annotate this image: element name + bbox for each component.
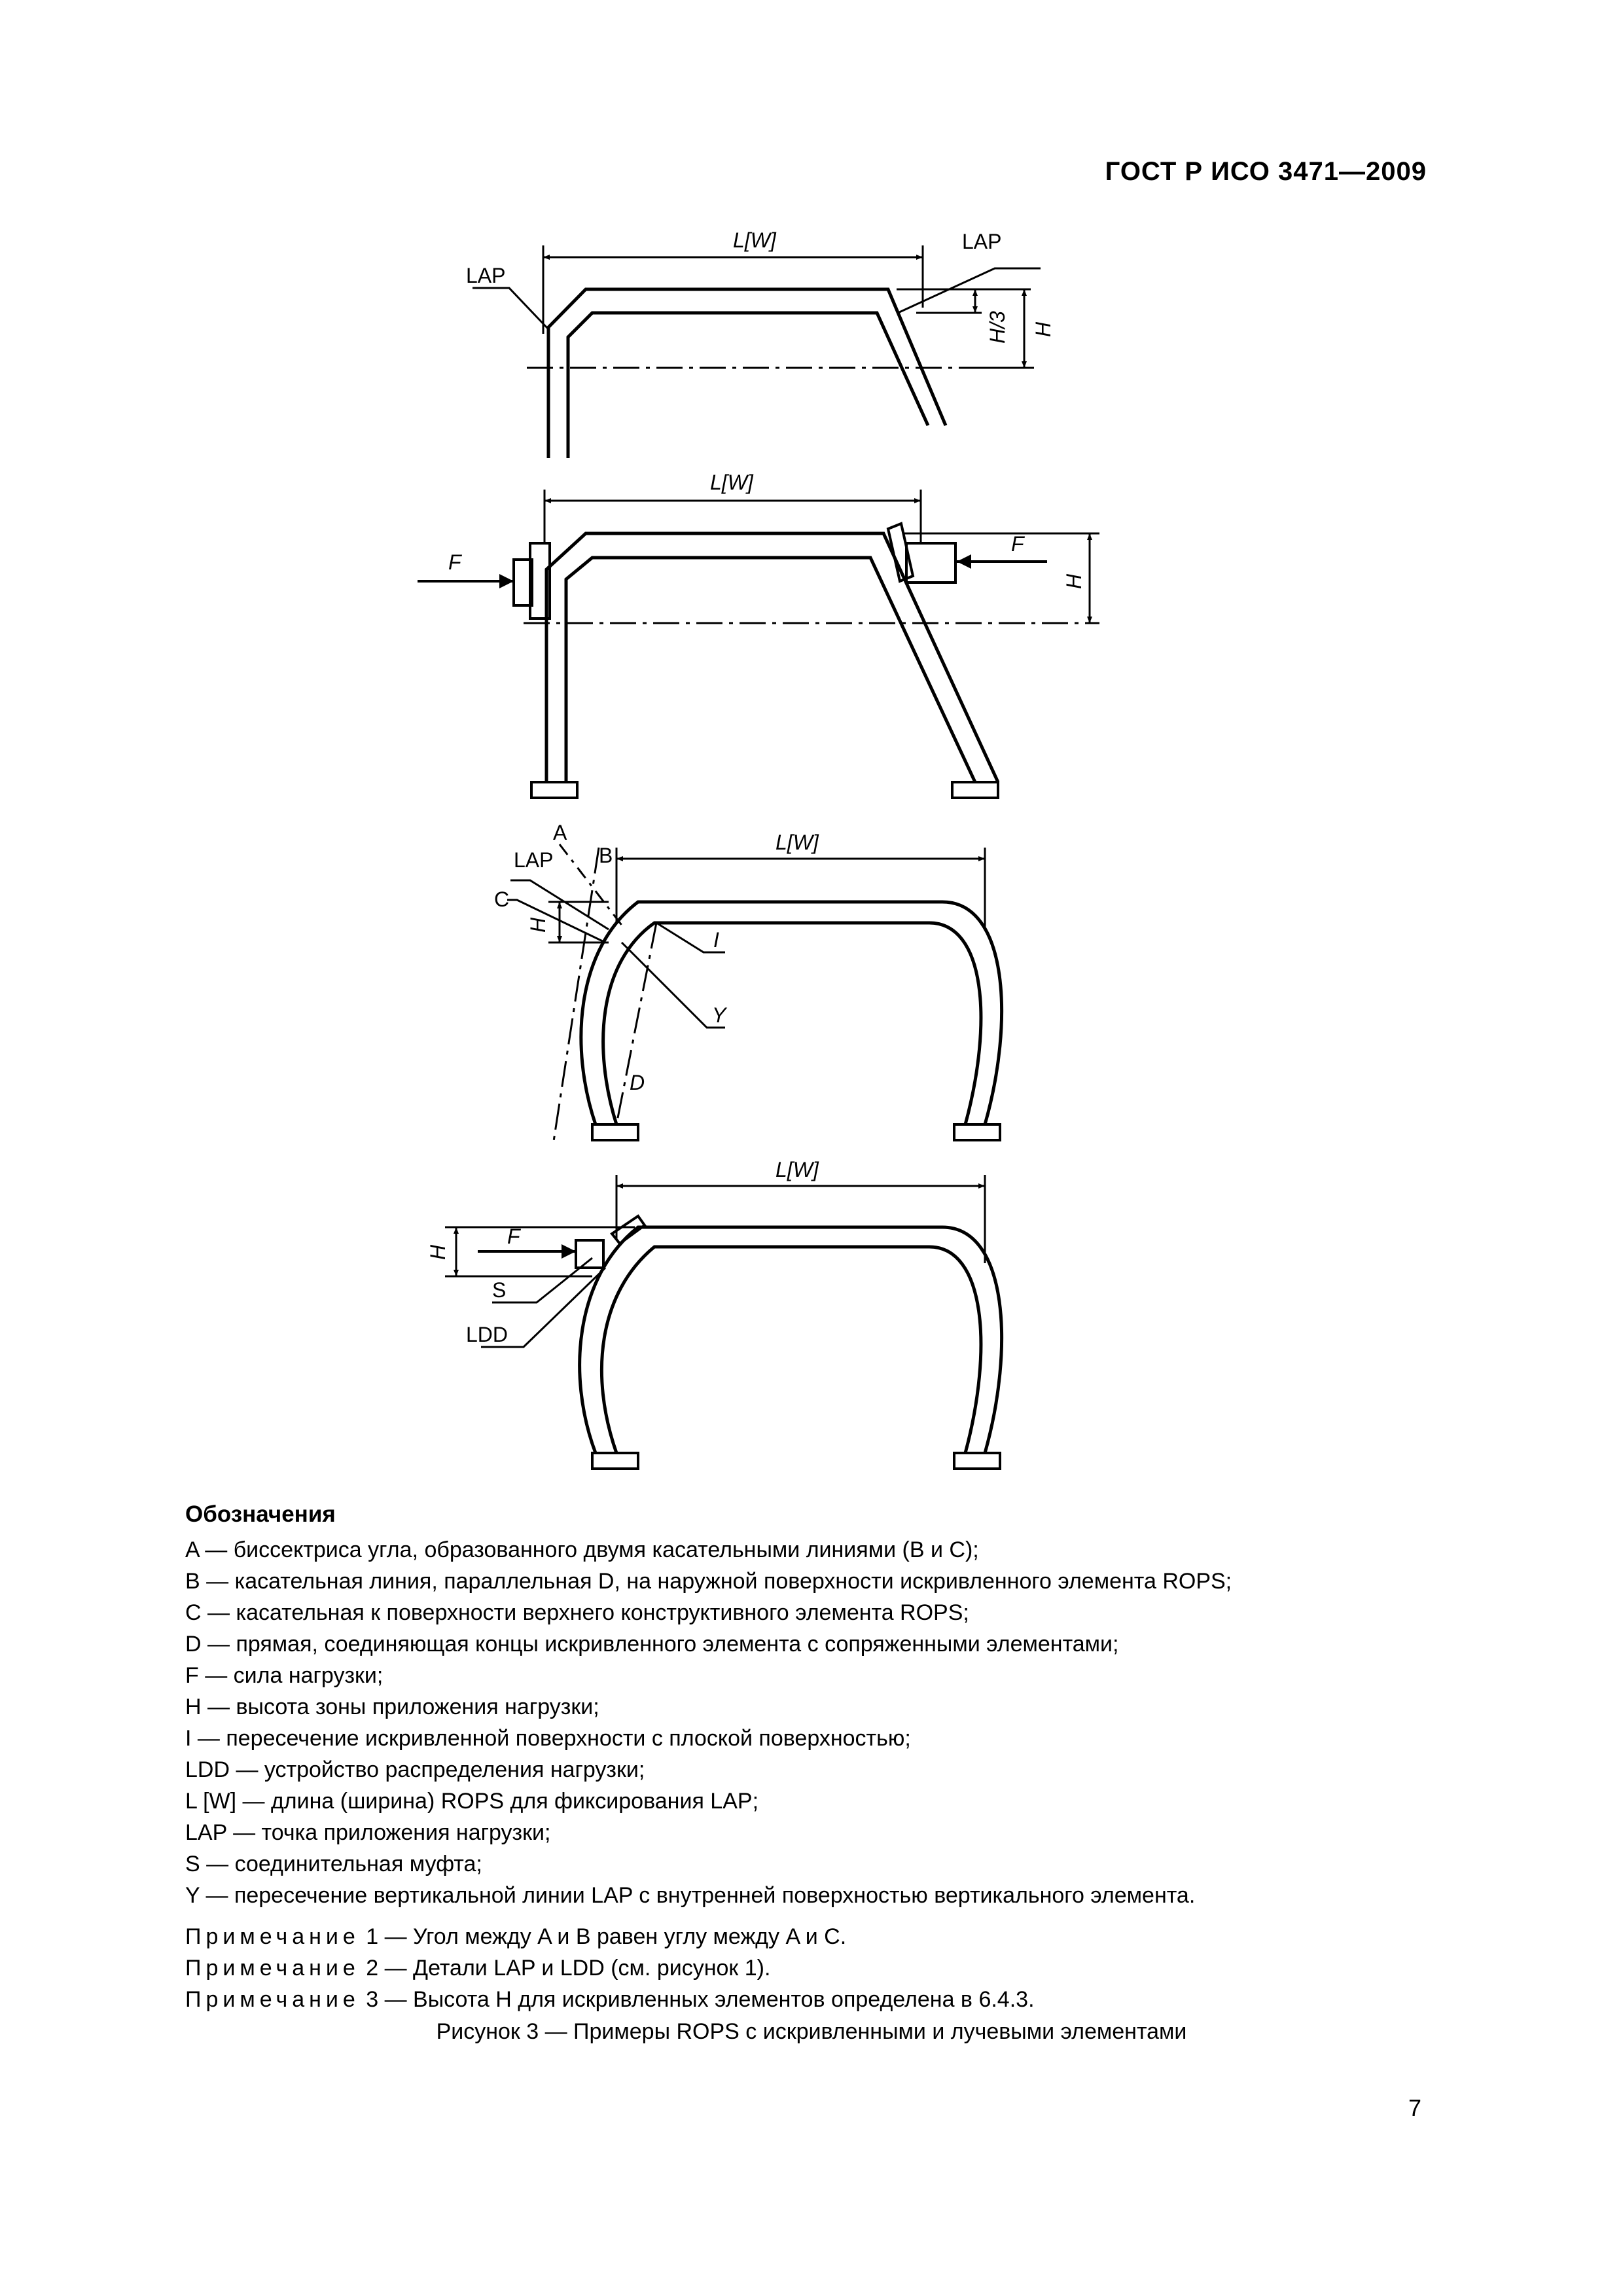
figure-caption: Рисунок 3 — Примеры ROPS с искривленными и лучевыми элементами bbox=[436, 2019, 1187, 2044]
label-h-4: H bbox=[426, 1244, 450, 1260]
label-h-2: H bbox=[1062, 573, 1086, 589]
label-a: A bbox=[553, 821, 567, 844]
foot-3-right bbox=[954, 1124, 1000, 1140]
legend-title: Обозначения bbox=[185, 1501, 336, 1527]
frame-outer-2 bbox=[546, 533, 998, 782]
legend-item: L [W] — длина (ширина) ROPS для фиксирования LAP; bbox=[185, 1789, 759, 1814]
document-header: ГОСТ Р ИСО 3471—2009 bbox=[1105, 157, 1427, 186]
legend-item: A — биссектриса угла, образованного двумя касательными линиями (B и C); bbox=[185, 1537, 979, 1562]
foot-2-right bbox=[952, 782, 998, 798]
frame-inner-4 bbox=[601, 1247, 981, 1453]
legend-item: LAP — точка приложения нагрузки; bbox=[185, 1820, 551, 1845]
diagram-3-labels bbox=[494, 821, 819, 1094]
label-lw-3: L[W] bbox=[776, 831, 819, 854]
legend-item: C — касательная к поверхности верхнего конструктивного элемента ROPS; bbox=[185, 1600, 969, 1625]
label-f-2a: F bbox=[448, 550, 461, 574]
diagram-1 bbox=[473, 245, 1041, 458]
foot-2-left bbox=[531, 782, 577, 798]
foot-3-left bbox=[592, 1124, 638, 1140]
legend bbox=[185, 1499, 1461, 1911]
label-lw-1: L[W] bbox=[733, 228, 776, 252]
notes bbox=[185, 1921, 1035, 2015]
legend-item: B — касательная линия, параллельная D, на наружной поверхности искривленного элемента ROPS; bbox=[185, 1569, 1232, 1594]
frame-inner-3 bbox=[603, 923, 981, 1124]
label-lap-1a: LAP bbox=[466, 264, 506, 287]
note-prefix: Примечание bbox=[185, 1987, 360, 2012]
diagram-4 bbox=[445, 1175, 1002, 1469]
foot-4-right bbox=[954, 1453, 1000, 1469]
frame-inner-1 bbox=[568, 313, 928, 458]
label-h-1: H bbox=[1031, 321, 1055, 337]
label-h-3: H bbox=[526, 917, 550, 933]
note-1 bbox=[185, 1921, 1035, 1952]
legend-item: F — сила нагрузки; bbox=[185, 1663, 383, 1688]
frame-outer-1 bbox=[548, 289, 946, 458]
label-c: C bbox=[494, 888, 510, 911]
label-lw-2: L[W] bbox=[710, 471, 753, 494]
legend-item: Y — пересечение вертикальной линии LAP с внутренней поверхностью вертикального элемента. bbox=[185, 1883, 1196, 1908]
note-2 bbox=[185, 1952, 1035, 1984]
frame-inner-2 bbox=[566, 558, 975, 782]
label-y: Y bbox=[712, 1003, 726, 1027]
diagram-2 bbox=[418, 490, 1099, 798]
frame-outer-4 bbox=[580, 1227, 1002, 1453]
note-text: 3 — Высота H для искривленных элементов определена в 6.4.3. bbox=[366, 1987, 1035, 2012]
legend-item: S — соединительная муфта; bbox=[185, 1852, 482, 1876]
legend-item: H — высота зоны приложения нагрузки; bbox=[185, 1695, 599, 1719]
label-lap-1b: LAP bbox=[962, 230, 1002, 253]
note-prefix: Примечание bbox=[185, 1924, 360, 1949]
label-h3-1: H/3 bbox=[986, 311, 1009, 344]
note-text: 2 — Детали LAP и LDD (см. рисунок 1). bbox=[366, 1956, 771, 1981]
ldd-4 bbox=[576, 1240, 603, 1268]
label-ldd: LDD bbox=[466, 1323, 508, 1346]
label-d: D bbox=[630, 1071, 645, 1094]
legend-item: LDD — устройство распределения нагрузки; bbox=[185, 1757, 645, 1782]
label-f-2b: F bbox=[1011, 532, 1024, 556]
note-text: 1 — Угол между A и B равен углу между A и C. bbox=[366, 1924, 847, 1949]
foot-4-left bbox=[592, 1453, 638, 1469]
label-f-4: F bbox=[507, 1225, 520, 1248]
label-lap-3: LAP bbox=[514, 848, 554, 872]
diagram-1-labels bbox=[466, 228, 1055, 344]
label-b: B bbox=[599, 844, 613, 867]
page-number: 7 bbox=[1408, 2094, 1421, 2121]
label-s: S bbox=[492, 1278, 507, 1302]
legend-item: D — прямая, соединяющая концы искривленного элемента с сопряженными элементами; bbox=[185, 1632, 1119, 1657]
label-lw-4: L[W] bbox=[776, 1158, 819, 1181]
note-prefix: Примечание bbox=[185, 1956, 360, 1981]
note-3 bbox=[185, 1984, 1035, 2015]
label-i: I bbox=[713, 928, 719, 952]
legend-item: I — пересечение искривленной поверхности с плоской поверхностью; bbox=[185, 1726, 911, 1751]
diagram-3 bbox=[507, 844, 1002, 1145]
